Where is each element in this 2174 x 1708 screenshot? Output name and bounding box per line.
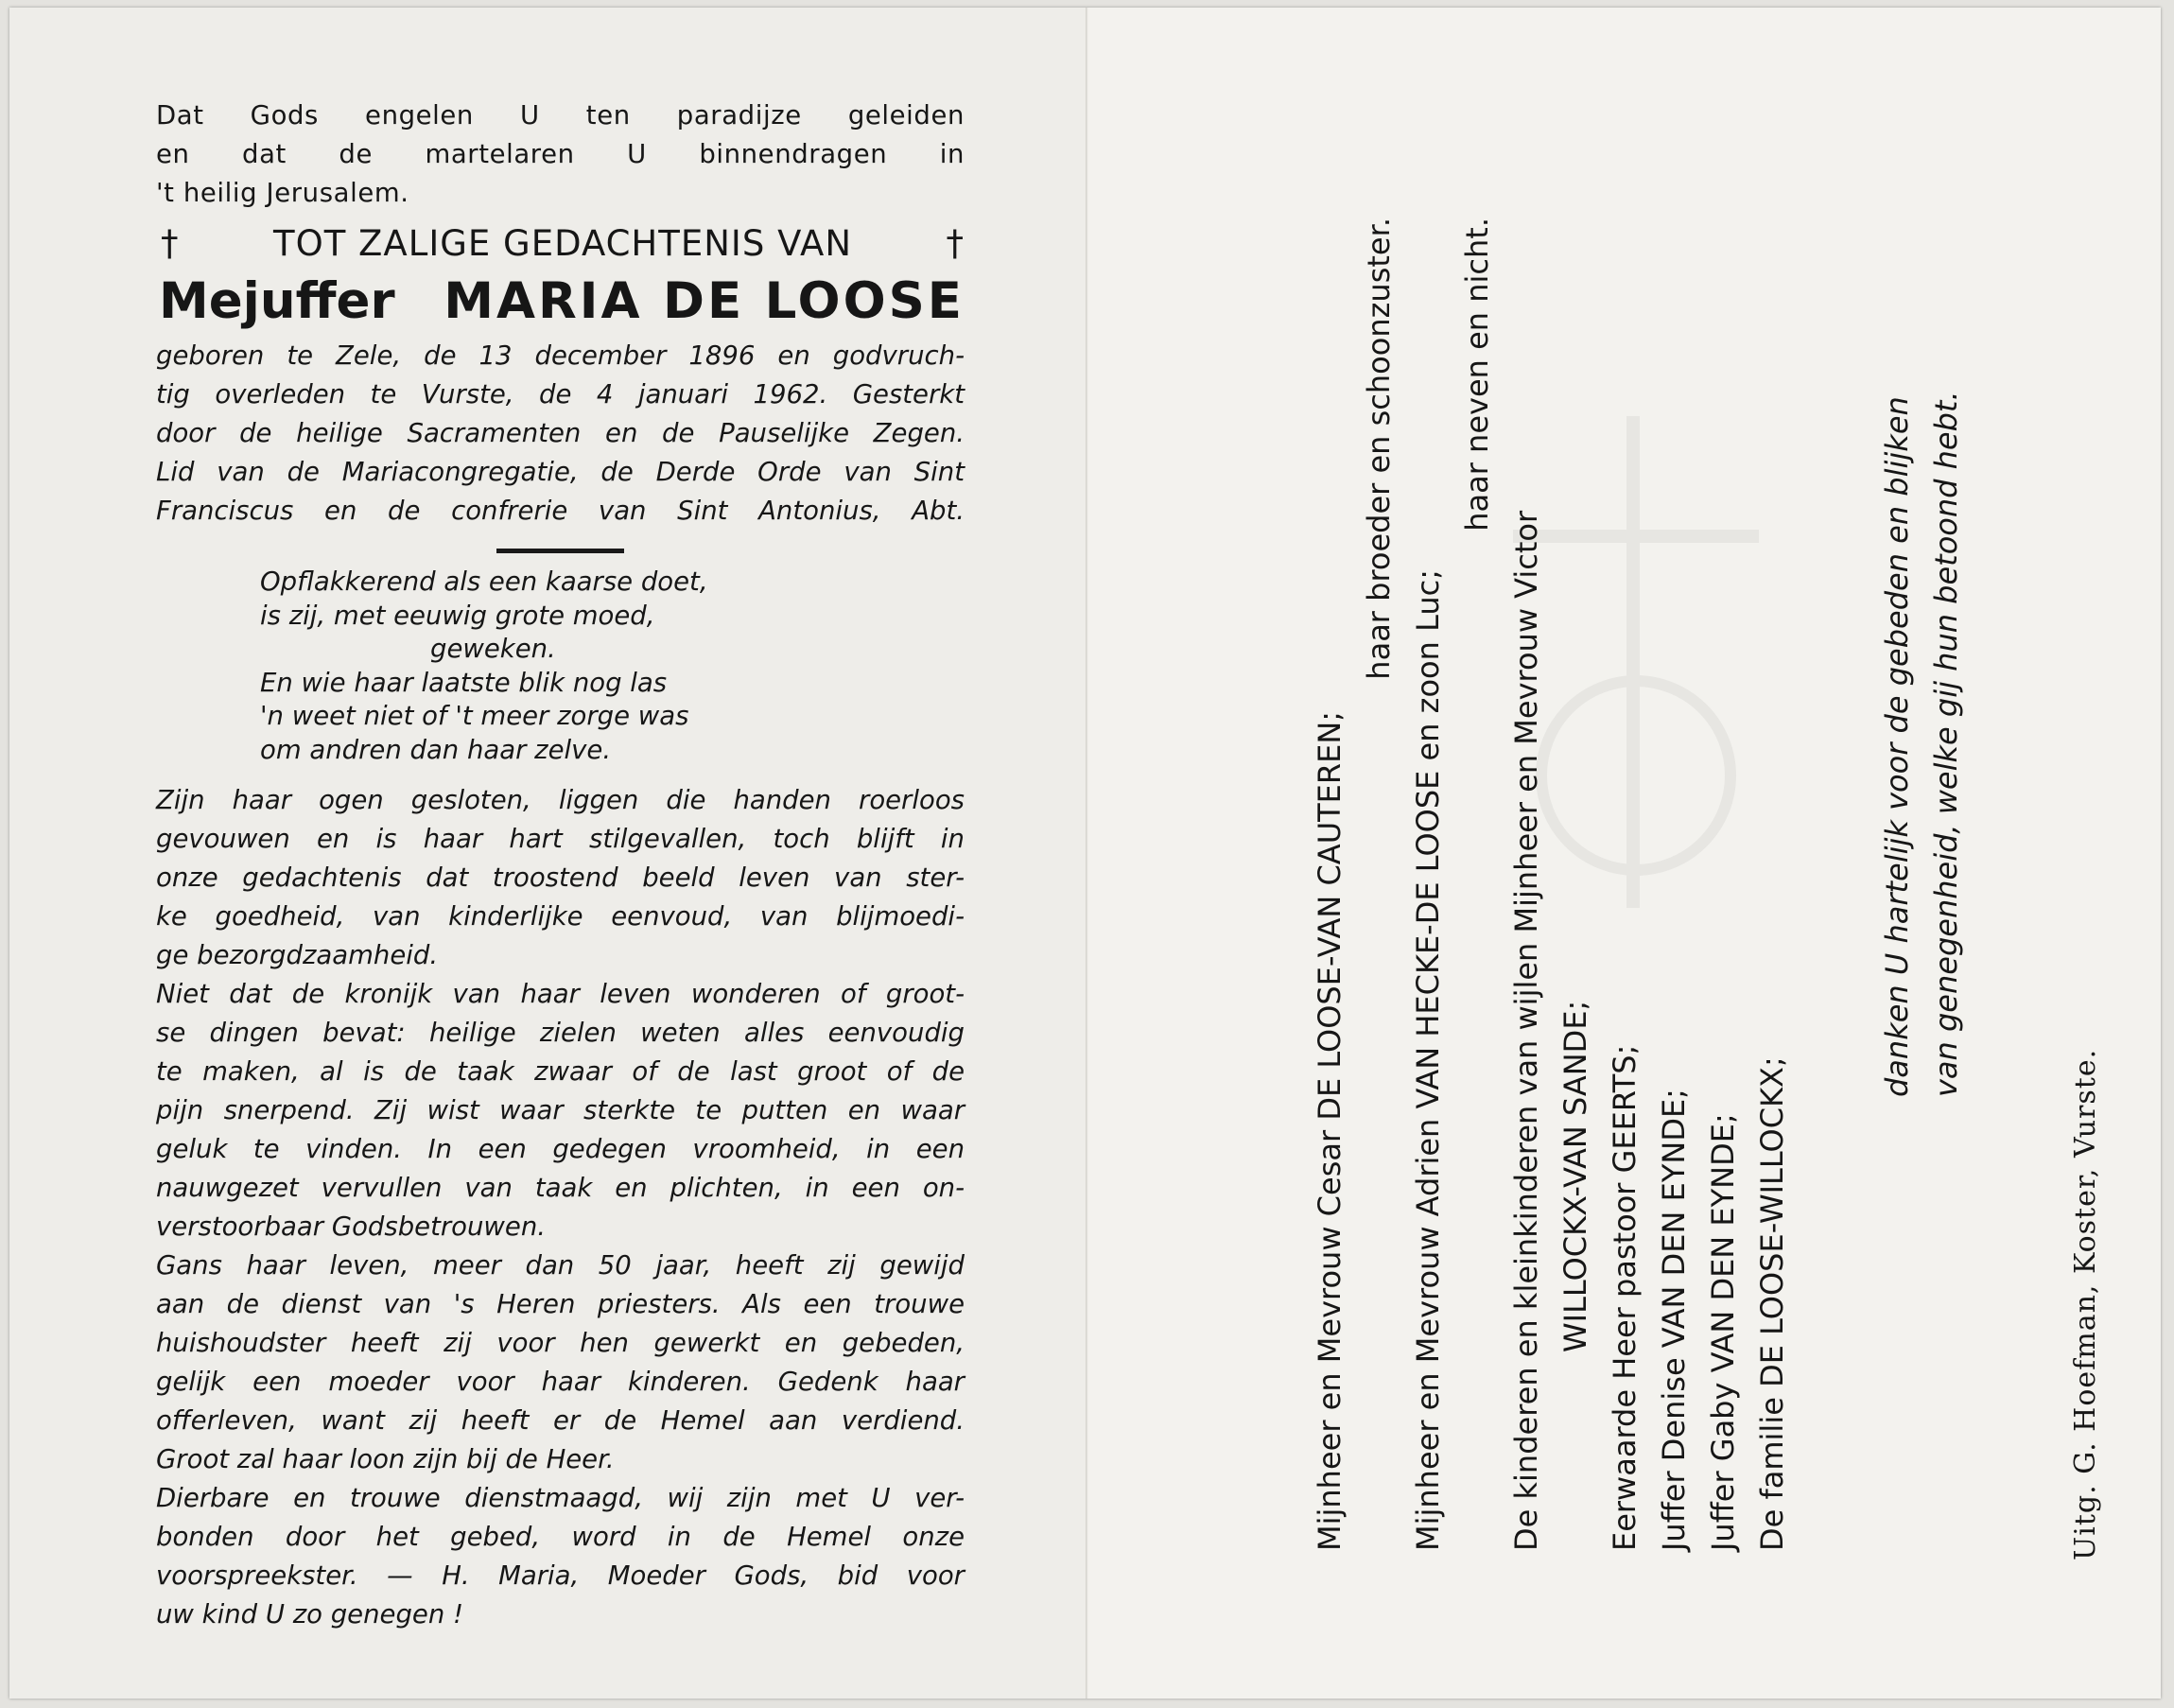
- family-line-5: De kinderen en kleinkinderen van wijlen Mijnheer en Mevrouw Victor: [1508, 510, 1544, 1551]
- cross-icon: †: [946, 223, 965, 264]
- poem-line-1: Opflakkerend als een kaarse doet,: [260, 566, 708, 597]
- paragraph-1-line-3: onze gedachtenis dat troostend beeld leven van ster-: [156, 863, 965, 893]
- poem-line-2: is zij, met eeuwig grote moed,: [260, 600, 655, 631]
- paragraph-1-line-1: Zijn haar ogen gesloten, liggen die handen roerloos: [156, 785, 965, 815]
- dedication-heading: [161, 222, 965, 266]
- card-fold: [1086, 8, 1088, 1699]
- paragraph-3-line-1: Gans haar leven, meer dan 50 jaar, heeft zij gewijd: [156, 1250, 965, 1281]
- paragraph-3-line-6: Groot zal haar loon zijn bij de Heer.: [156, 1444, 615, 1474]
- dedication-text: TOT ZALIGE GEDACHTENIS VAN: [272, 223, 853, 264]
- cross-icon: †: [161, 223, 180, 264]
- family-line-2: haar broeder en schoonzuster.: [1361, 218, 1397, 680]
- name-title: Mejuffer: [159, 272, 395, 330]
- bio-line-2: tig overleden te Vurste, de 4 januari 1962. Gesterkt: [156, 379, 965, 410]
- opening-prayer-line-2: en dat de martelaren U binnendragen in: [156, 139, 965, 169]
- paragraph-2-line-1: Niet dat de kronijk van haar leven wonderen of groot-: [156, 979, 965, 1009]
- paragraph-3-line-5: offerleven, want zij heeft er de Hemel aan verdiend.: [156, 1405, 965, 1436]
- opening-prayer-line-3: 't heilig Jerusalem.: [156, 178, 409, 208]
- paragraph-1-line-2: gevouwen en is haar hart stilgevallen, toch blijft in: [156, 824, 965, 854]
- paragraph-2-line-6: nauwgezet vervullen van taak en plichten, in een on-: [156, 1173, 965, 1203]
- poem-line-3: geweken.: [430, 634, 556, 664]
- thanks-line-2: van genegenheid, welke gij hun betoond hebt.: [1928, 391, 1964, 1097]
- family-line-9: Juffer Gaby VAN DEN EYNDE;: [1705, 1113, 1741, 1551]
- family-line-8: Juffer Denise VAN DEN EYNDE;: [1656, 1089, 1692, 1551]
- poem-line-4: En wie haar laatste blik nog las: [260, 667, 668, 698]
- family-line-3: Mijnheer en Mevrouw Adrien VAN HECKE-DE LOOSE en zoon Luc;: [1410, 569, 1446, 1551]
- family-line-10: De familie DE LOOSE-WILLOCKX;: [1754, 1056, 1790, 1551]
- deceased-name: [159, 270, 965, 334]
- paragraph-4-line-2: bonden door het gebed, word in de Hemel onze: [156, 1522, 965, 1552]
- paragraph-3-line-4: gelijk een moeder voor haar kinderen. Gedenk haar: [156, 1367, 965, 1397]
- paragraph-2-line-2: se dingen bevat: heilige zielen weten alles eenvoudig: [156, 1018, 965, 1048]
- bio-line-5: Franciscus en de confrerie van Sint Antonius, Abt.: [156, 496, 965, 526]
- bio-line-1: geboren te Zele, de 13 december 1896 en godvruch-: [156, 340, 965, 371]
- family-line-1: Mijnheer en Mevrouw Cesar DE LOOSE-VAN CAUTEREN;: [1312, 710, 1348, 1551]
- family-line-7: Eerwaarde Heer pastoor GEERTS;: [1607, 1044, 1643, 1551]
- paragraph-4-line-4: uw kind U zo genegen !: [156, 1599, 464, 1630]
- poem-line-6: om andren dan haar zelve.: [260, 734, 612, 765]
- printer-credit: Uitg. G. Hoefman, Koster, Vurste.: [2069, 1048, 2102, 1560]
- paragraph-2-line-4: pijn snerpend. Zij wist waar sterkte te putten en waar: [156, 1095, 965, 1125]
- paragraph-3-line-2: aan de dienst van 's Heren priesters. Als een trouwe: [156, 1289, 965, 1319]
- family-line-4: haar neven en nicht.: [1459, 218, 1495, 532]
- paragraph-1-line-5: ge bezorgdzaamheid.: [156, 940, 439, 970]
- divider-rule: [496, 549, 624, 553]
- paragraph-2-line-7: verstoorbaar Godsbetrouwen.: [156, 1211, 546, 1242]
- thanks-line-1: danken U hartelijk voor de gebeden en blijken: [1879, 396, 1915, 1097]
- family-line-6: WILLOCKX-VAN SANDE;: [1557, 1000, 1593, 1352]
- name-full: MARIA DE LOOSE: [443, 272, 965, 330]
- poem-line-5: 'n weet niet of 't meer zorge was: [260, 701, 689, 731]
- paragraph-4-line-3: voorspreekster. — H. Maria, Moeder Gods, bid voor: [156, 1560, 965, 1591]
- opening-prayer-line-1: Dat Gods engelen U ten paradijze geleiden: [156, 100, 965, 131]
- paragraph-2-line-3: te maken, al is de taak zwaar of de last groot of de: [156, 1056, 965, 1087]
- paragraph-1-line-4: ke goedheid, van kinderlijke eenvoud, van blijmoedi-: [156, 901, 965, 932]
- paragraph-2-line-5: geluk te vinden. In een gedegen vroomheid, in een: [156, 1134, 965, 1164]
- bio-line-4: Lid van de Mariacongregatie, de Derde Orde van Sint: [156, 457, 965, 487]
- poem: [260, 566, 827, 767]
- bio-line-3: door de heilige Sacramenten en de Pauselijke Zegen.: [156, 418, 965, 448]
- paragraph-3-line-3: huishoudster heeft zij voor hen gewerkt en gebeden,: [156, 1328, 965, 1358]
- paragraph-4-line-1: Dierbare en trouwe dienstmaagd, wij zijn met U ver-: [156, 1483, 965, 1513]
